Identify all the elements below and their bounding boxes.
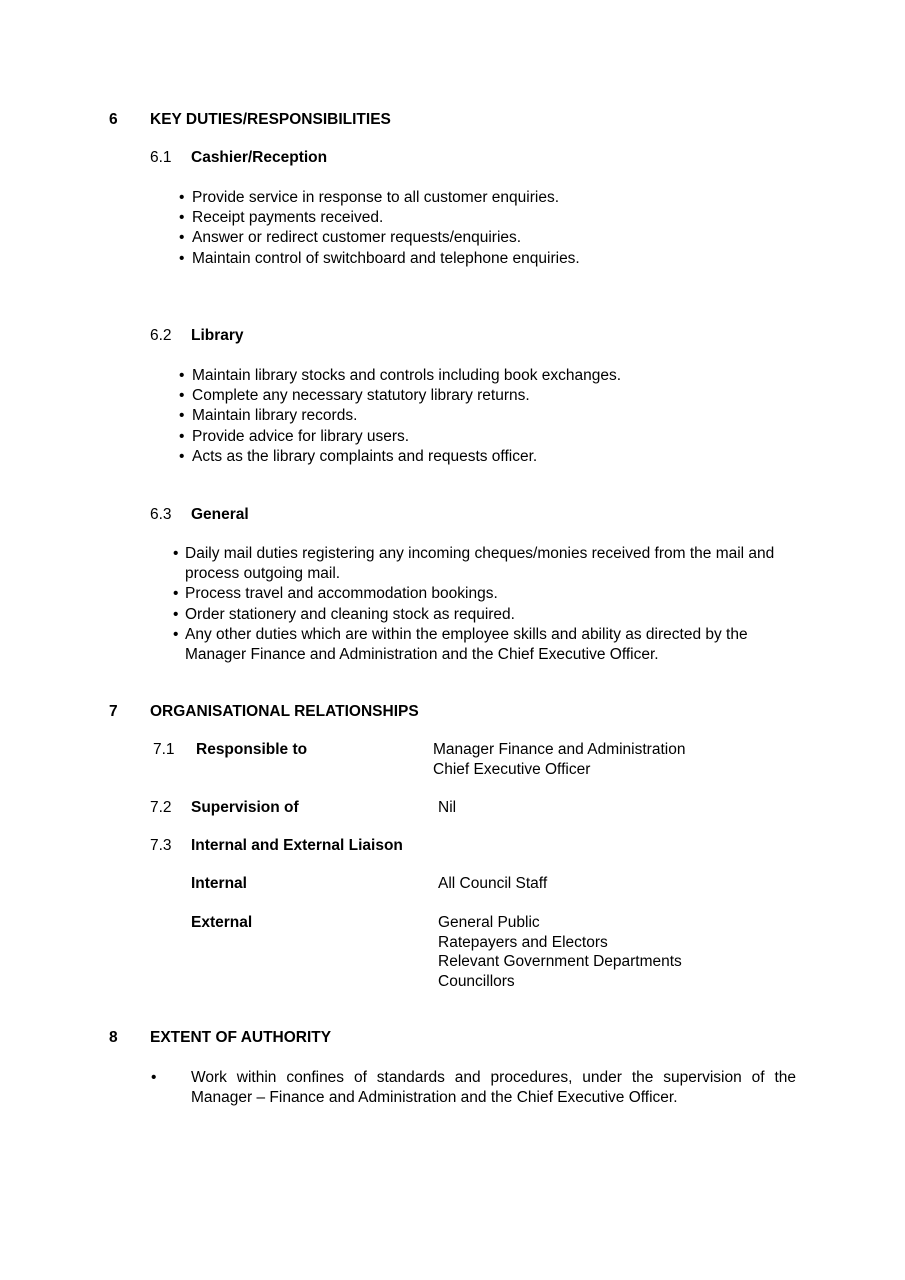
subsection-6-2-number: 6.2 [150,327,172,344]
list-item: • Maintain library stocks and controls including book exchanges. [192,366,621,386]
internal-label: Internal [191,875,247,892]
list-item: • Provide service in response to all customer enquiries. [192,188,580,208]
subsection-7-2-number: 7.2 [150,799,172,816]
bullet-icon: • [179,229,185,247]
list-item: • Daily mail duties registering any incoming cheques/monies received from the mail and process outgoing mail. [173,545,775,583]
list-item: • Maintain library records. [192,406,621,426]
list-item: • Order stationery and cleaning stock as required. [185,605,801,625]
bullet-icon: • [173,585,179,603]
internal-value: All Council Staff [438,875,548,892]
external-value: Relevant Government Departments [438,953,682,970]
bullet-icon: • [179,249,185,267]
section-8-title: EXTENT OF AUTHORITY [150,1029,332,1046]
responsible-to-value: Chief Executive Officer [433,760,591,778]
responsible-to-values [433,740,685,779]
subsection-6-1-number: 6.1 [150,149,172,166]
bullet-icon: • [151,1069,157,1086]
subsection-6-2-title: Library [191,327,244,344]
supervision-of-label: Supervision of [191,799,299,816]
external-value: Councillors [438,972,515,990]
cashier-duties-list [179,188,580,269]
external-value: General Public [438,914,540,931]
authority-text: Work within confines of standards and procedures, under the supervision of the Manager – Finance and Administration and the Chief Executive Officer. [191,1069,796,1106]
subsection-7-3-number: 7.3 [150,837,172,854]
list-item: • Complete any necessary statutory library returns. [192,386,621,406]
bullet-icon: • [179,367,185,384]
subsection-6-3-title: General [191,506,249,523]
external-label: External [191,914,253,931]
subsection-6-3-number: 6.3 [150,506,172,523]
section-8-number: 8 [109,1029,118,1046]
list-item: • Answer or redirect customer requests/enquiries. [192,228,580,248]
bullet-icon: • [173,625,179,643]
subsection-6-1-title: Cashier/Reception [191,149,328,166]
section-6-number: 6 [109,111,118,128]
list-item: • Acts as the library complaints and requests officer. [192,447,621,467]
list-item: • Maintain control of switchboard and telephone enquiries. [192,249,580,269]
responsible-to-value: Manager Finance and Administration [433,741,686,758]
external-values [438,913,682,991]
list-item: • Provide advice for library users. [192,427,621,447]
subsection-7-1-number: 7.1 [153,741,175,758]
bullet-icon: • [179,189,185,206]
bullet-icon: • [179,447,185,465]
external-value: Ratepayers and Electors [438,933,608,951]
bullet-icon: • [179,427,185,445]
section-7-title: ORGANISATIONAL RELATIONSHIPS [150,703,419,720]
liaison-label: Internal and External Liaison [191,837,403,854]
general-duties-list [173,544,801,665]
bullet-icon: • [179,407,185,425]
list-item: • Any other duties which are within the employee skills and ability as directed by the Manager Finance and Administration and the Chief Executive Officer. [173,625,748,664]
section-6-title: KEY DUTIES/RESPONSIBILITIES [150,111,391,128]
supervision-of-value: Nil [438,799,457,816]
bullet-icon: • [179,387,185,405]
bullet-icon: • [179,209,185,227]
section-7-number: 7 [109,703,118,720]
library-duties-list [179,366,622,467]
list-item: • Receipt payments received. [192,208,580,228]
bullet-icon: • [173,605,179,623]
list-item: • Process travel and accommodation bookings. [185,584,801,604]
bullet-icon: • [173,545,179,562]
responsible-to-label: Responsible to [196,741,308,758]
